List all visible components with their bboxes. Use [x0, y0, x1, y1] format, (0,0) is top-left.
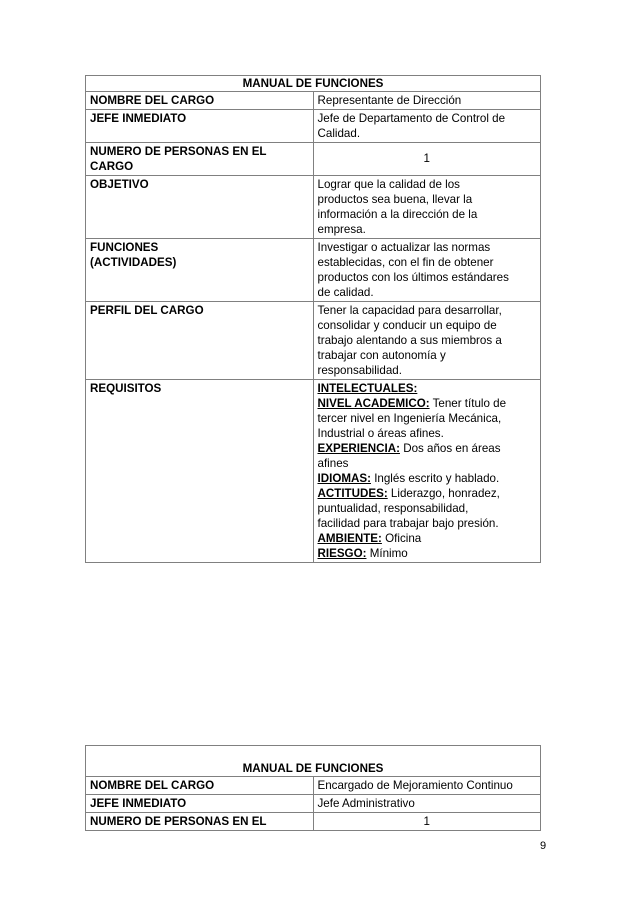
requisitos-value	[313, 380, 541, 563]
value-line: trabajar con autonomía y	[317, 349, 446, 362]
row-label: OBJETIVO	[86, 176, 314, 239]
row-value	[313, 302, 541, 380]
page-number: 9	[540, 840, 547, 852]
value-line: Investigar o actualizar las normas	[317, 241, 491, 254]
row-label: NOMBRE DEL CARGO	[86, 777, 314, 795]
row-label: NUMERO DE PERSONAS EN EL	[86, 813, 314, 831]
table-row	[86, 302, 541, 380]
idiomas-value: Inglés escrito y hablado.	[370, 472, 500, 485]
value-line: empresa.	[317, 223, 366, 236]
label-line: (ACTIVIDADES)	[90, 256, 177, 269]
table-row	[86, 92, 541, 110]
row-value: 1	[313, 813, 541, 831]
row-label: NOMBRE DEL CARGO	[86, 92, 314, 110]
nivel-academico-key: NIVEL ACADEMICO:	[317, 397, 430, 410]
value-line: Tener la capacidad para desarrollar,	[317, 304, 502, 317]
row-label: REQUISITOS	[86, 380, 314, 563]
row-value: Representante de Dirección	[313, 92, 541, 110]
ambiente-value: Oficina	[381, 532, 422, 545]
table-row	[86, 777, 541, 795]
riesgo-key: RIESGO:	[317, 547, 367, 560]
riesgo-value: Mínimo	[366, 547, 408, 560]
value-line: consolidar y conducir un equipo de	[317, 319, 497, 332]
table-header: MANUAL DE FUNCIONES	[86, 76, 541, 92]
table-row	[86, 795, 541, 813]
row-value: Jefe Administrativo	[313, 795, 541, 813]
intelectuales-heading: INTELECTUALES:	[317, 382, 418, 395]
job-manual-table-1	[85, 75, 541, 563]
idiomas-key: IDIOMAS:	[317, 472, 371, 485]
label-line: NUMERO DE PERSONAS EN EL	[90, 145, 267, 158]
row-value: Encargado de Mejoramiento Continuo	[313, 777, 541, 795]
table-row	[86, 239, 541, 302]
value-line: productos sea buena, llevar la	[317, 193, 473, 206]
actitudes-key: ACTITUDES:	[317, 487, 388, 500]
experiencia-value: Dos años en áreas	[399, 442, 501, 455]
row-label: PERFIL DEL CARGO	[86, 302, 314, 380]
value-line: puntualidad, responsabilidad,	[317, 502, 469, 515]
value-line: Lograr que la calidad de los	[317, 178, 460, 191]
label-line: CARGO	[90, 160, 134, 173]
table-header: MANUAL DE FUNCIONES	[86, 746, 541, 777]
row-label	[86, 239, 314, 302]
table-row-requisitos	[86, 380, 541, 563]
value-line: información a la dirección de la	[317, 208, 478, 221]
value-line: Industrial o áreas afines.	[317, 427, 444, 440]
value-line: Calidad.	[317, 127, 361, 140]
row-label: JEFE INMEDIATO	[86, 110, 314, 143]
value-line: tercer nivel en Ingeniería Mecánica,	[317, 412, 502, 425]
nivel-academico-value: Tener título de	[429, 397, 507, 410]
value-line: productos con los últimos estándares	[317, 271, 509, 284]
table-row	[86, 110, 541, 143]
row-value	[313, 176, 541, 239]
table-row	[86, 176, 541, 239]
ambiente-key: AMBIENTE:	[317, 532, 382, 545]
value-line: facilidad para trabajar bajo presión.	[317, 517, 499, 530]
value-line: trabajo alentando a sus miembros a	[317, 334, 502, 347]
actitudes-value: Liderazgo, honradez,	[387, 487, 500, 500]
row-value	[313, 110, 541, 143]
row-value: 1	[313, 143, 541, 176]
value-line: Jefe de Departamento de Control de	[317, 112, 506, 125]
label-line: FUNCIONES	[90, 241, 159, 254]
row-label	[86, 143, 314, 176]
value-line: establecidas, con el fin de obtener	[317, 256, 494, 269]
row-value	[313, 239, 541, 302]
table-row	[86, 813, 541, 831]
table-row	[86, 143, 541, 176]
experiencia-key: EXPERIENCIA:	[317, 442, 400, 455]
job-manual-table-2	[85, 745, 541, 831]
value-line: afines	[317, 457, 349, 470]
row-label: JEFE INMEDIATO	[86, 795, 314, 813]
value-line: de calidad.	[317, 286, 374, 299]
value-line: responsabilidad.	[317, 364, 402, 377]
